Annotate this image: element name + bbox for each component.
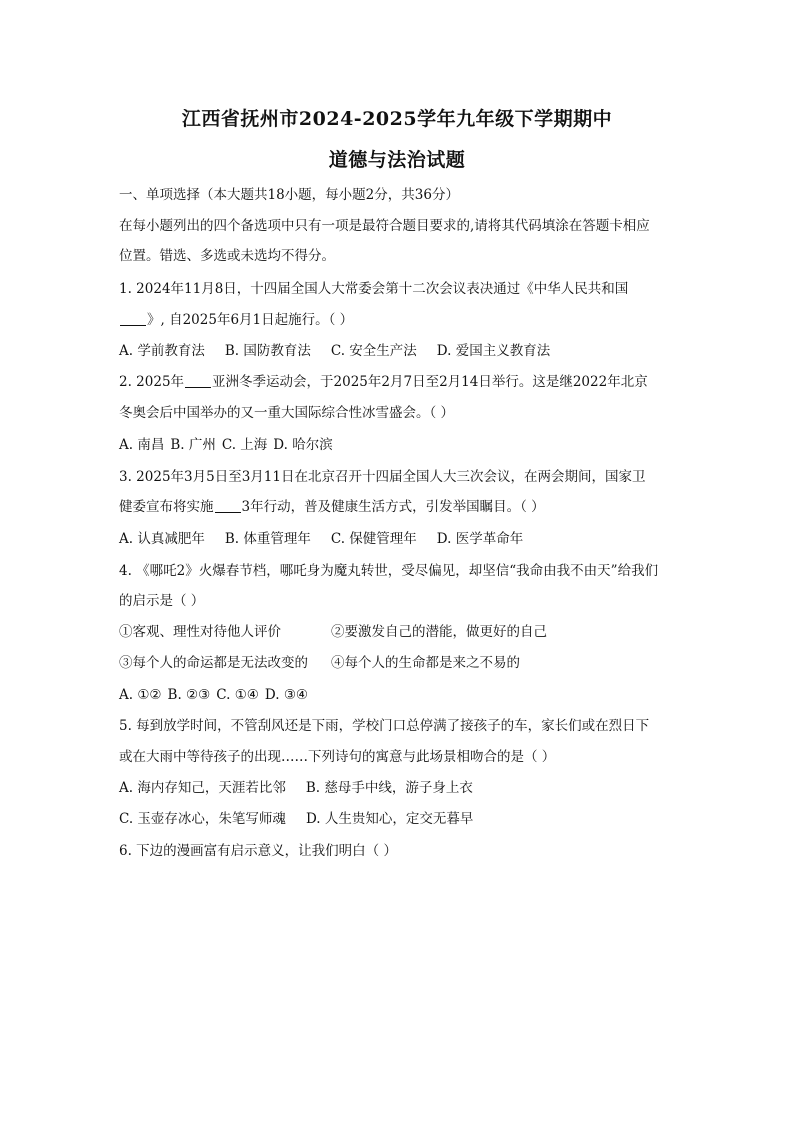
- question-2-text: 2. 2025年 亚洲冬季运动会，于2025年2月7日至2月14日举行。这是继2022年北京: [119, 374, 648, 390]
- option-d: D. 爱国主义教育法: [436, 343, 551, 359]
- question-4-statements: [119, 653, 689, 673]
- instruction-text: 在每小题列出的四个备选项中只有一项是最符合题目要求的,请将其代码填涂在答题卡相应: [119, 218, 650, 234]
- option-b: B. 慈母手中线，游子身上衣: [305, 780, 473, 796]
- question-4-statements: [119, 622, 689, 642]
- option-c: C. ①④: [216, 687, 259, 703]
- question-3-text: 3. 2025年3月5日至3月11日在北京召开十四届全国人大三次会议，在两会期间，国家卫: [119, 469, 646, 485]
- statement-4: ④每个人的生命都是来之不易的: [331, 655, 520, 671]
- question-4-text: 4. 《哪吒2》火爆春节档，哪吒身为魔丸转世，受尽偏见，却坚信“我命由我不由天”给我们: [119, 563, 659, 579]
- answer-blank: [120, 311, 146, 326]
- option-a: A. 学前教育法: [119, 343, 205, 359]
- question-1-text: 》, 自2025年6月1日起施行。（ ）: [119, 310, 689, 330]
- option-c: C. 保健管理年: [330, 531, 417, 547]
- option-c: C. 安全生产法: [330, 343, 417, 359]
- option-d: D. 人生贵知心，定交无暮早: [305, 811, 474, 827]
- exam-title: 江西省抚州市2024-2025学年九年级下学期期中: [181, 108, 613, 130]
- question-6-text: 6. 下边的漫画富有启示意义，让我们明白（ ）: [119, 843, 397, 859]
- question-3-text: 健委宣布将实施 3年行动，普及健康生活方式，引发举国瞩目。（ ）: [119, 499, 545, 515]
- answer-blank: [215, 498, 241, 513]
- question-1-text: 1. 2024年11月8日，十四届全国人大常委会第十二次会议表决通过《中华人民共和国: [119, 281, 629, 297]
- question-5-text: 5. 每到放学时间，不管刮风还是下雨，学校门口总停满了接孩子的车，家长们或在烈日下: [119, 718, 650, 734]
- statement-2: ②要激发自己的潜能，做更好的自己: [331, 624, 547, 640]
- question-1-options: [119, 341, 689, 361]
- question-4-options: [119, 685, 689, 705]
- answer-blank: [185, 373, 211, 388]
- option-b: B. 体重管理年: [224, 531, 311, 547]
- option-d: D. 哈尔滨: [273, 437, 333, 453]
- exam-subtitle: 道德与法治试题: [328, 149, 466, 171]
- option-b: B. 广州: [170, 437, 216, 453]
- question-2-text: 冬奥会后中国举办的又一重大国际综合性冰雪盛会。（ ）: [119, 405, 455, 421]
- option-b: B. 国防教育法: [224, 343, 311, 359]
- option-a: A. 南昌: [119, 437, 165, 453]
- option-a: A. ①②: [119, 687, 162, 703]
- option-c: C. 上海: [221, 437, 268, 453]
- option-a: A. 认真减肥年: [119, 531, 205, 547]
- question-3-options: [119, 529, 689, 549]
- section-heading: 一、单项选择（本大题共18小题，每小题2分，共36分）: [119, 187, 459, 203]
- question-5-text: 或在大雨中等待孩子的出现……下列诗句的寓意与此场景相吻合的是（ ）: [119, 749, 556, 765]
- question-5-options: [119, 809, 689, 829]
- option-d: D. ③④: [264, 687, 309, 703]
- statement-3: ③每个人的命运都是无法改变的: [119, 655, 308, 671]
- option-d: D. 医学革命年: [436, 531, 524, 547]
- option-c: C. 玉壶存冰心，朱笔写师魂: [119, 811, 286, 827]
- instruction-text: 位置。错选、多选或未选均不得分。: [119, 248, 335, 264]
- statement-1: ①客观、理性对待他人评价: [119, 624, 281, 640]
- option-b: B. ②③: [167, 687, 211, 703]
- question-2-options: [119, 435, 689, 455]
- question-5-options: [119, 778, 689, 798]
- question-4-text: 的启示是（ ）: [119, 593, 205, 609]
- option-a: A. 海内存知己，天涯若比邻: [119, 780, 286, 796]
